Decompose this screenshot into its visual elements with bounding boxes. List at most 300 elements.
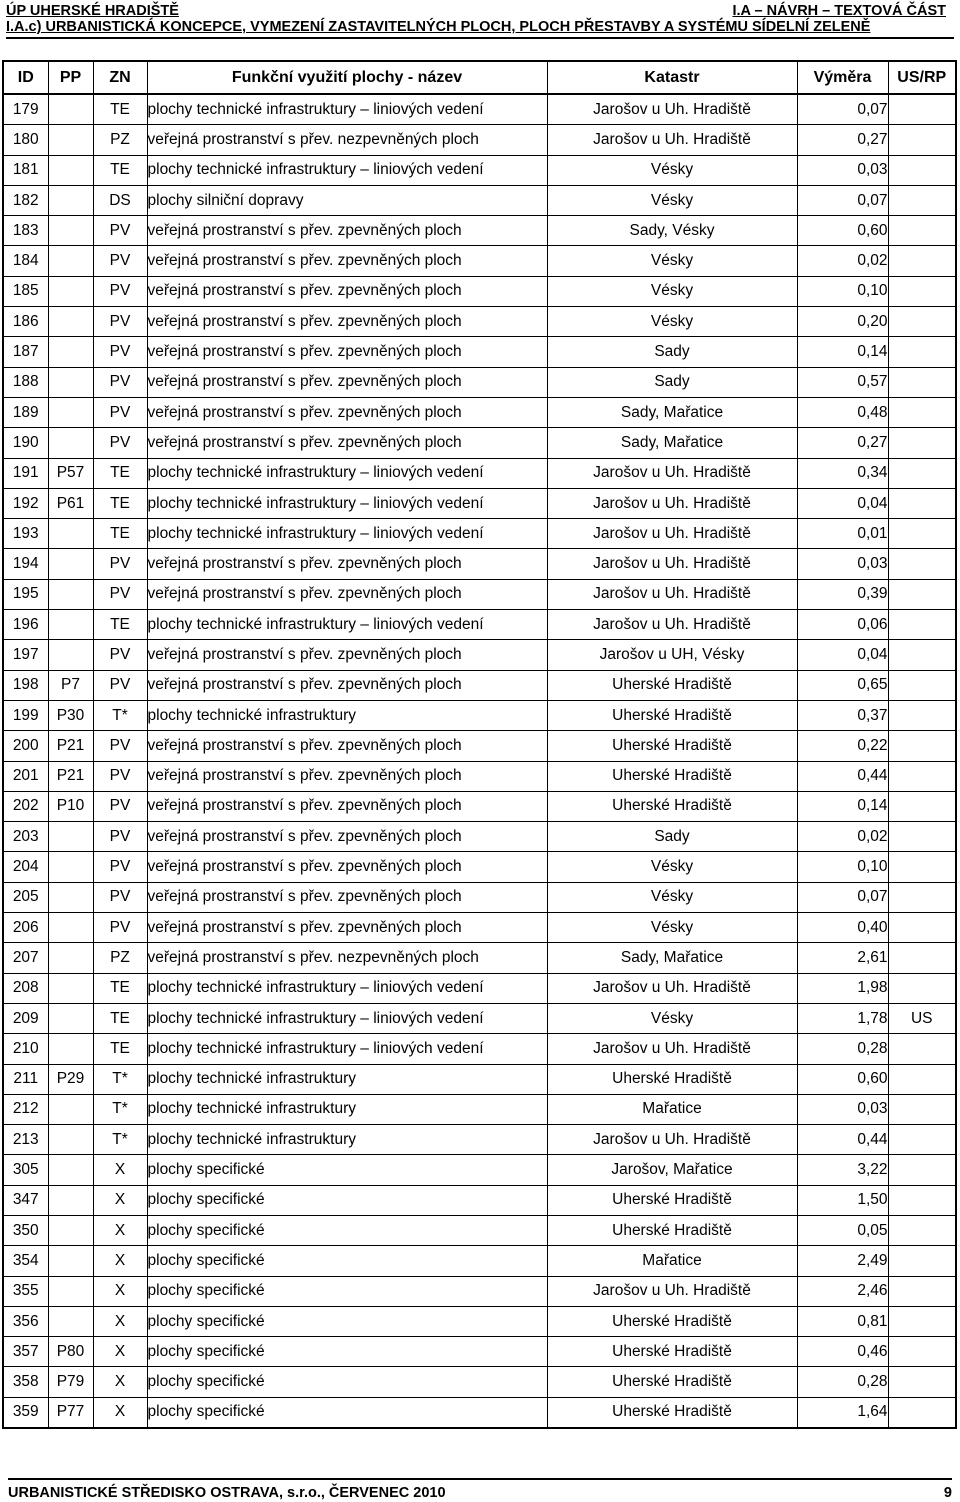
cell-name: plochy specifické [147,1306,547,1336]
table-row [3,731,956,761]
cell-name: plochy technické infrastruktury [147,700,547,730]
cell-us-rp [888,882,956,912]
cell-zn: PV [93,670,147,700]
cell-vymera: 0,05 [797,1215,888,1245]
cell-name: plochy technické infrastruktury – liniových vedení [147,1003,547,1033]
table-row [3,640,956,670]
table-row [3,125,956,155]
cell-us-rp [888,1215,956,1245]
cell-katastr: Jarošov u Uh. Hradiště [547,1276,797,1306]
cell-katastr: Uherské Hradiště [547,1215,797,1245]
cell-us-rp [888,488,956,518]
cell-us-rp [888,276,956,306]
cell-us-rp [888,367,956,397]
cell-name: plochy specifické [147,1246,547,1276]
cell-us-rp [888,1185,956,1215]
cell-vymera: 0,04 [797,640,888,670]
cell-us-rp [888,458,956,488]
cell-katastr: Jarošov u Uh. Hradiště [547,1034,797,1064]
cell-name: veřejná prostranství s přev. zpevněných ploch [147,246,547,276]
cell-name: veřejná prostranství s přev. nezpevněných ploch [147,125,547,155]
document-part: I.A – NÁVRH – TEXTOVÁ ČÁST [732,3,946,19]
cell-name: veřejná prostranství s přev. zpevněných ploch [147,579,547,609]
cell-pp [48,852,93,882]
cell-pp [48,1246,93,1276]
cell-name: veřejná prostranství s přev. zpevněných ploch [147,791,547,821]
table-row [3,1064,956,1094]
cell-name: plochy specifické [147,1215,547,1245]
cell-pp [48,367,93,397]
cell-pp [48,519,93,549]
cell-katastr: Vésky [547,913,797,943]
cell-pp [48,822,93,852]
cell-katastr: Uherské Hradiště [547,670,797,700]
cell-us-rp [888,852,956,882]
cell-katastr: Uherské Hradiště [547,731,797,761]
table-row [3,913,956,943]
cell-vymera: 0,28 [797,1034,888,1064]
cell-vymera: 0,22 [797,731,888,761]
cell-katastr: Jarošov u Uh. Hradiště [547,519,797,549]
cell-pp [48,913,93,943]
cell-pp [48,337,93,367]
cell-vymera: 0,20 [797,307,888,337]
cell-zn: X [93,1337,147,1367]
cell-id: 190 [3,428,48,458]
cell-name: veřejná prostranství s přev. zpevněných ploch [147,549,547,579]
cell-us-rp [888,246,956,276]
table-row [3,1306,956,1336]
cell-us-rp [888,519,956,549]
cell-vymera: 0,10 [797,276,888,306]
cell-katastr: Uherské Hradiště [547,1337,797,1367]
cell-us-rp [888,397,956,427]
cell-id: 354 [3,1246,48,1276]
cell-us-rp [888,579,956,609]
table-row [3,973,956,1003]
cell-name: veřejná prostranství s přev. zpevněných ploch [147,822,547,852]
cell-id: 183 [3,216,48,246]
cell-katastr: Uherské Hradiště [547,791,797,821]
cell-pp: P30 [48,700,93,730]
cell-pp [48,1034,93,1064]
cell-id: 213 [3,1125,48,1155]
cell-katastr: Sady [547,367,797,397]
table-row [3,519,956,549]
cell-us-rp [888,307,956,337]
cell-id: 191 [3,458,48,488]
cell-name: plochy technické infrastruktury – liniových vedení [147,155,547,185]
areas-table [2,60,957,1429]
cell-zn: PV [93,579,147,609]
cell-katastr: Sady [547,337,797,367]
cell-us-rp [888,973,956,1003]
table-row [3,670,956,700]
column-header-us-rp: US/RP [888,61,956,94]
cell-id: 209 [3,1003,48,1033]
table-row [3,246,956,276]
cell-zn: TE [93,94,147,125]
cell-name: plochy technické infrastruktury – liniových vedení [147,488,547,518]
table-row [3,1246,956,1276]
cell-pp [48,1003,93,1033]
table-row [3,1337,956,1367]
table-row [3,1094,956,1124]
cell-zn: PV [93,640,147,670]
cell-vymera: 0,02 [797,822,888,852]
cell-vymera: 0,14 [797,337,888,367]
cell-name: veřejná prostranství s přev. zpevněných ploch [147,428,547,458]
table-row [3,307,956,337]
cell-pp: P29 [48,1064,93,1094]
cell-pp [48,125,93,155]
cell-katastr: Mařatice [547,1094,797,1124]
cell-id: 189 [3,397,48,427]
cell-vymera: 0,01 [797,519,888,549]
cell-id: 206 [3,913,48,943]
cell-name: plochy technické infrastruktury – liniových vedení [147,458,547,488]
cell-name: veřejná prostranství s přev. zpevněných ploch [147,337,547,367]
cell-name: plochy technické infrastruktury [147,1094,547,1124]
page-number: 9 [943,1485,952,1501]
cell-us-rp [888,1276,956,1306]
cell-us-rp [888,1034,956,1064]
cell-vymera: 1,50 [797,1185,888,1215]
cell-name: plochy technické infrastruktury – liniových vedení [147,519,547,549]
cell-id: 202 [3,791,48,821]
cell-vymera: 0,06 [797,610,888,640]
cell-katastr: Jarošov u Uh. Hradiště [547,458,797,488]
cell-zn: TE [93,610,147,640]
cell-zn: PV [93,913,147,943]
cell-id: 355 [3,1276,48,1306]
cell-katastr: Jarošov u Uh. Hradiště [547,610,797,640]
cell-name: plochy specifické [147,1367,547,1397]
cell-name: veřejná prostranství s přev. zpevněných ploch [147,307,547,337]
cell-id: 187 [3,337,48,367]
cell-pp [48,1276,93,1306]
cell-katastr: Uherské Hradiště [547,1064,797,1094]
cell-zn: PV [93,761,147,791]
cell-pp [48,155,93,185]
cell-vymera: 0,27 [797,428,888,458]
cell-name: veřejná prostranství s přev. zpevněných ploch [147,640,547,670]
cell-id: 199 [3,700,48,730]
table-row [3,610,956,640]
table-row [3,882,956,912]
cell-id: 186 [3,307,48,337]
cell-katastr: Sady, Vésky [547,216,797,246]
cell-us-rp [888,125,956,155]
cell-pp [48,397,93,427]
cell-vymera: 0,03 [797,549,888,579]
cell-name: plochy technické infrastruktury [147,1125,547,1155]
cell-id: 198 [3,670,48,700]
cell-us-rp [888,549,956,579]
cell-id: 184 [3,246,48,276]
cell-pp: P7 [48,670,93,700]
cell-id: 347 [3,1185,48,1215]
cell-pp [48,428,93,458]
cell-pp [48,882,93,912]
cell-id: 203 [3,822,48,852]
cell-pp: P21 [48,731,93,761]
cell-katastr: Vésky [547,276,797,306]
cell-vymera: 0,46 [797,1337,888,1367]
cell-zn: PV [93,246,147,276]
cell-name: plochy specifické [147,1397,547,1428]
cell-id: 207 [3,943,48,973]
cell-id: 211 [3,1064,48,1094]
cell-zn: PV [93,397,147,427]
cell-name: veřejná prostranství s přev. zpevněných ploch [147,397,547,427]
table-row [3,337,956,367]
cell-id: 212 [3,1094,48,1124]
cell-pp [48,185,93,215]
cell-katastr: Uherské Hradiště [547,1397,797,1428]
column-header-zn: ZN [93,61,147,94]
cell-us-rp [888,700,956,730]
cell-zn: PV [93,549,147,579]
cell-katastr: Vésky [547,246,797,276]
table-row [3,488,956,518]
cell-vymera: 2,46 [797,1276,888,1306]
cell-zn: X [93,1155,147,1185]
table-row [3,1367,956,1397]
cell-id: 200 [3,731,48,761]
cell-name: plochy specifické [147,1337,547,1367]
cell-us-rp [888,1337,956,1367]
table-row [3,185,956,215]
cell-katastr: Vésky [547,882,797,912]
cell-vymera: 0,81 [797,1306,888,1336]
cell-id: 356 [3,1306,48,1336]
cell-us-rp [888,1064,956,1094]
cell-us-rp [888,216,956,246]
table-body [3,94,956,1428]
cell-vymera: 0,57 [797,367,888,397]
cell-id: 179 [3,94,48,125]
cell-zn: TE [93,519,147,549]
cell-katastr: Sady, Mařatice [547,397,797,427]
cell-id: 204 [3,852,48,882]
section-title: I.A.c) URBANISTICKÁ KONCEPCE, VYMEZENÍ ZASTAVITELNÝCH PLOCH, PLOCH PŘESTAVBY A SYSTÉMU SÍDELNÍ ZELENĚ [6,19,871,35]
document-title: ÚP UHERSKÉ HRADIŠTĚ [6,3,179,19]
cell-us-rp [888,731,956,761]
cell-vymera: 2,49 [797,1246,888,1276]
table-row [3,1185,956,1215]
table-row [3,852,956,882]
cell-zn: TE [93,458,147,488]
cell-pp [48,973,93,1003]
cell-vymera: 0,07 [797,185,888,215]
cell-zn: TE [93,155,147,185]
cell-zn: PZ [93,943,147,973]
document-footer [8,1478,952,1502]
cell-zn: PV [93,852,147,882]
cell-name: plochy technické infrastruktury – liniových vedení [147,1034,547,1064]
cell-katastr: Vésky [547,185,797,215]
cell-katastr: Jarošov u Uh. Hradiště [547,1125,797,1155]
table-row [3,1003,956,1033]
cell-vymera: 0,27 [797,125,888,155]
table-row [3,700,956,730]
cell-zn: PV [93,731,147,761]
cell-id: 201 [3,761,48,791]
cell-name: veřejná prostranství s přev. zpevněných ploch [147,216,547,246]
column-header-pp: PP [48,61,93,94]
cell-zn: TE [93,1003,147,1033]
cell-id: 205 [3,882,48,912]
cell-pp [48,246,93,276]
cell-katastr: Jarošov, Mařatice [547,1155,797,1185]
cell-zn: T* [93,1094,147,1124]
cell-name: plochy silniční dopravy [147,185,547,215]
cell-us-rp [888,185,956,215]
cell-id: 195 [3,579,48,609]
cell-pp [48,216,93,246]
table-row [3,397,956,427]
cell-pp [48,307,93,337]
table-row [3,1276,956,1306]
cell-katastr: Vésky [547,155,797,185]
cell-katastr: Uherské Hradiště [547,761,797,791]
cell-vymera: 0,65 [797,670,888,700]
cell-pp: P79 [48,1367,93,1397]
cell-katastr: Jarošov u Uh. Hradiště [547,549,797,579]
cell-us-rp [888,640,956,670]
cell-katastr: Jarošov u Uh. Hradiště [547,488,797,518]
cell-pp: P61 [48,488,93,518]
cell-katastr: Mařatice [547,1246,797,1276]
cell-us-rp [888,1094,956,1124]
table-row [3,216,956,246]
cell-us-rp [888,791,956,821]
cell-vymera: 0,04 [797,488,888,518]
cell-pp [48,1155,93,1185]
cell-zn: PV [93,822,147,852]
cell-zn: PV [93,276,147,306]
cell-zn: PV [93,428,147,458]
cell-vymera: 1,78 [797,1003,888,1033]
cell-pp [48,1125,93,1155]
cell-vymera: 0,07 [797,882,888,912]
cell-us-rp [888,761,956,791]
cell-pp [48,610,93,640]
cell-id: 192 [3,488,48,518]
cell-id: 359 [3,1397,48,1428]
cell-katastr: Uherské Hradiště [547,1306,797,1336]
cell-vymera: 0,03 [797,155,888,185]
cell-id: 305 [3,1155,48,1185]
cell-zn: PV [93,337,147,367]
cell-vymera: 0,28 [797,1367,888,1397]
cell-us-rp [888,1367,956,1397]
cell-zn: X [93,1215,147,1245]
cell-name: veřejná prostranství s přev. zpevněných ploch [147,670,547,700]
cell-katastr: Sady, Mařatice [547,428,797,458]
cell-name: plochy specifické [147,1155,547,1185]
cell-zn: PV [93,367,147,397]
cell-us-rp [888,337,956,367]
cell-us-rp [888,913,956,943]
cell-us-rp [888,1155,956,1185]
cell-us-rp [888,943,956,973]
cell-name: veřejná prostranství s přev. zpevněných ploch [147,882,547,912]
cell-name: veřejná prostranství s přev. zpevněných ploch [147,731,547,761]
cell-id: 208 [3,973,48,1003]
cell-katastr: Jarošov u Uh. Hradiště [547,94,797,125]
table-row [3,94,956,125]
cell-name: plochy specifické [147,1185,547,1215]
cell-zn: T* [93,1125,147,1155]
cell-zn: TE [93,1034,147,1064]
cell-us-rp [888,94,956,125]
cell-id: 180 [3,125,48,155]
cell-zn: X [93,1397,147,1428]
cell-us-rp [888,610,956,640]
cell-id: 197 [3,640,48,670]
cell-us-rp [888,1246,956,1276]
cell-vymera: 0,60 [797,1064,888,1094]
cell-zn: PV [93,307,147,337]
cell-name: veřejná prostranství s přev. zpevněných ploch [147,276,547,306]
cell-zn: PV [93,882,147,912]
cell-pp: P80 [48,1337,93,1367]
cell-vymera: 0,44 [797,1125,888,1155]
cell-id: 194 [3,549,48,579]
table-header-row [3,61,956,94]
cell-vymera: 0,44 [797,761,888,791]
table-row [3,579,956,609]
cell-name: plochy technické infrastruktury [147,1064,547,1094]
cell-katastr: Sady, Mařatice [547,943,797,973]
cell-zn: DS [93,185,147,215]
cell-katastr: Jarošov u Uh. Hradiště [547,973,797,1003]
cell-id: 193 [3,519,48,549]
cell-name: plochy specifické [147,1276,547,1306]
table-row [3,943,956,973]
cell-vymera: 0,48 [797,397,888,427]
cell-pp [48,1094,93,1124]
cell-pp [48,549,93,579]
cell-vymera: 3,22 [797,1155,888,1185]
cell-zn: PZ [93,125,147,155]
document-header-line-2 [6,19,954,39]
cell-vymera: 1,64 [797,1397,888,1428]
table-row [3,367,956,397]
cell-katastr: Vésky [547,307,797,337]
cell-vymera: 1,98 [797,973,888,1003]
cell-zn: TE [93,973,147,1003]
cell-us-rp [888,1125,956,1155]
cell-name: plochy technické infrastruktury – liniových vedení [147,973,547,1003]
table-row [3,1125,956,1155]
cell-katastr: Uherské Hradiště [547,1367,797,1397]
cell-katastr: Vésky [547,852,797,882]
table-row [3,761,956,791]
cell-us-rp [888,1397,956,1428]
column-header-katastr: Katastr [547,61,797,94]
cell-name: veřejná prostranství s přev. zpevněných ploch [147,367,547,397]
table-row [3,1034,956,1064]
column-header-id: ID [3,61,48,94]
cell-vymera: 0,60 [797,216,888,246]
table-row [3,458,956,488]
cell-zn: T* [93,700,147,730]
cell-pp [48,579,93,609]
cell-pp [48,94,93,125]
